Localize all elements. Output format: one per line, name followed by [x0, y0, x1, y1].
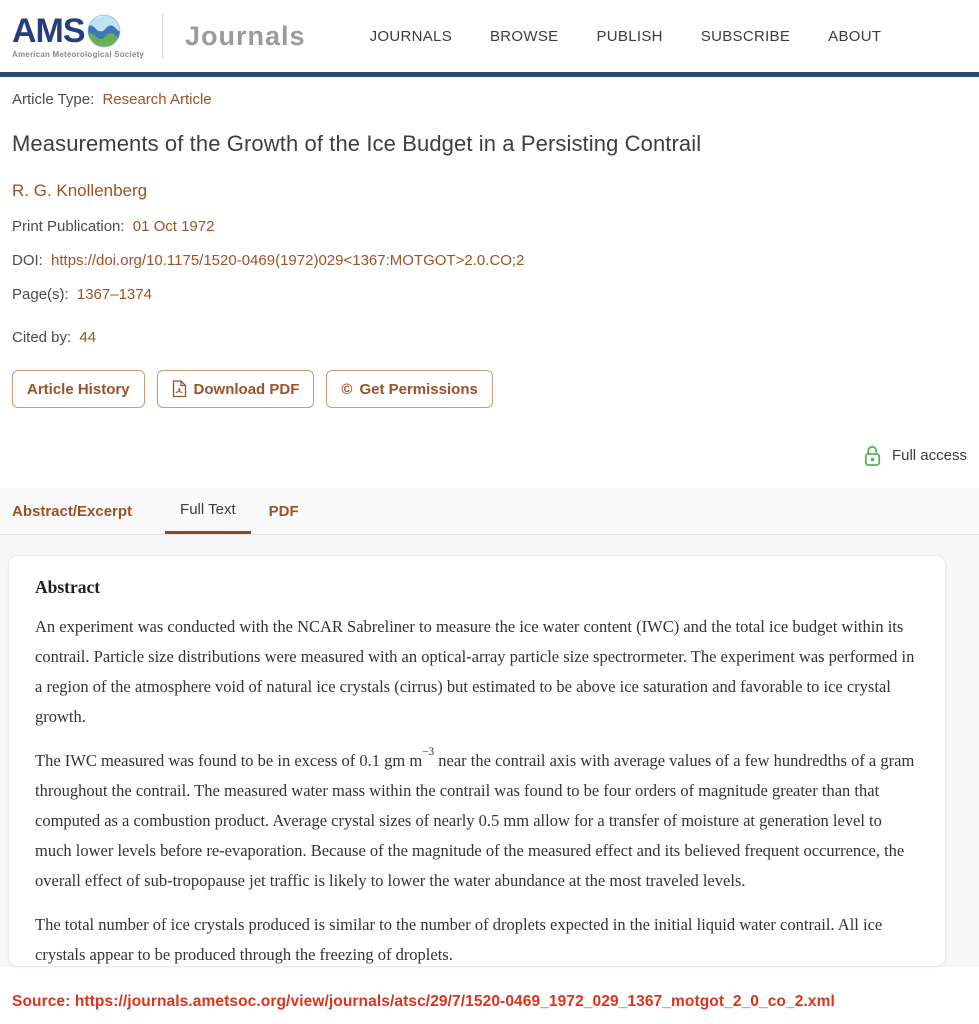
tab-bar — [0, 488, 979, 535]
get-permissions-label: Get Permissions — [359, 380, 478, 398]
abstract-paragraph: The total number of ice crystals produced is similar to the number of droplets expected in the initial liquid water contrail. All ice crystals appear to be produced through the freezing of droplets. — [35, 915, 883, 965]
abstract-heading: Abstract — [35, 577, 101, 597]
article-type-label: Article Type: — [12, 91, 95, 108]
cited-by-label: Cited by: — [12, 329, 72, 346]
nav-subscribe[interactable]: SUBSCRIBE — [700, 27, 791, 45]
author-link[interactable]: R. G. Knollenberg — [12, 181, 148, 200]
access-status — [12, 444, 967, 467]
doi-label: DOI: — [12, 252, 43, 269]
nav-browse[interactable]: BROWSE — [490, 27, 559, 45]
abstract-paragraphs — [35, 612, 919, 967]
nav-journals[interactable]: JOURNALS — [369, 27, 452, 45]
download-pdf-button[interactable] — [157, 370, 315, 408]
main-nav — [370, 28, 882, 45]
get-permissions-button[interactable] — [326, 370, 492, 408]
source-label: Source: — [12, 993, 71, 1010]
nav-about[interactable]: ABOUT — [828, 27, 882, 45]
cited-by-line — [12, 329, 967, 346]
download-pdf-label: Download PDF — [193, 380, 300, 398]
article-type-link[interactable]: Research Article — [102, 91, 212, 108]
abstract-card-zone — [0, 535, 979, 967]
tab-abstract-excerpt[interactable]: Abstract/Excerpt — [12, 502, 133, 520]
doi-line — [12, 252, 967, 269]
article-type-line — [12, 91, 967, 108]
print-publication-value: 01 Oct 1972 — [132, 218, 215, 235]
pages-label: Page(s): — [12, 286, 69, 303]
tab-pdf[interactable]: PDF — [268, 502, 299, 520]
pdf-file-icon — [172, 380, 187, 398]
pages-value: 1367–1374 — [76, 286, 152, 303]
ams-logo-subtitle: American Meteorological Society — [12, 49, 145, 59]
ams-logo-text: AMS — [12, 11, 85, 50]
site-header — [0, 0, 979, 72]
full-access-label: Full access — [891, 447, 967, 464]
doi-link[interactable]: https://doi.org/10.1175/1520-0469(1972)029<1367:MOTGOT>2.0.CO;2 — [51, 252, 525, 269]
print-publication-label: Print Publication: — [12, 218, 125, 235]
unlocked-padlock-icon — [862, 444, 883, 467]
tab-full-text[interactable]: Full Text — [165, 488, 251, 534]
page-title: Measurements of the Growth of the Ice Budget in a Persisting Contrail — [12, 131, 702, 156]
source-url-line — [12, 993, 979, 1011]
cited-by-link[interactable]: 44 — [79, 329, 97, 346]
ams-logo[interactable] — [12, 11, 145, 59]
header-divider — [162, 14, 163, 58]
abstract-paragraph: The IWC measured was found to be in excess of 0.1 gm $m^{-3}$ near the contrail axis with average values of a few hundredths of a gram throughout the contrail. The measured water mass within the contrail was found to be four orders of magnitude greater than that computed as a combustion product. Average crystal sizes of nearly 0.5 mm allow for a transfer of moisture at generation level to much lower levels before re-evaporation. Because of the magnitude of the measured effect and its believed frequent occurrence, the overall effect of sub-tropopause jet traffic is likely to lower the water abundance at the most traveled levels. — [35, 745, 915, 891]
article-history-label: Article History — [27, 380, 130, 398]
action-buttons — [12, 370, 967, 408]
globe-icon — [87, 14, 121, 48]
nav-publish[interactable]: PUBLISH — [596, 27, 663, 45]
abstract-card — [8, 555, 946, 967]
print-publication-line — [12, 218, 967, 235]
abstract-paragraph: An experiment was conducted with the NCAR Sabreliner to measure the ice water content (IWC) and the total ice budget within its contrail. Particle size distributions were measured with an optical-array particle size spectrormeter. The experiment was performed in a region of the atmosphere void of natural ice crystals (cirrus) but estimated to be above ice saturation and favorable to ice crystal growth. — [35, 617, 915, 727]
copyright-icon: © — [341, 380, 353, 398]
site-name-journals[interactable]: Journals — [185, 20, 306, 51]
article-history-button[interactable] — [12, 370, 145, 408]
article-header-region — [0, 77, 979, 467]
source-url: https://journals.ametsoc.org/view/journals/atsc/29/7/1520-0469_1972_029_1367_motgot_2_0_co_2.xml — [74, 993, 835, 1010]
tab-section — [0, 488, 979, 967]
pages-line — [12, 286, 967, 303]
